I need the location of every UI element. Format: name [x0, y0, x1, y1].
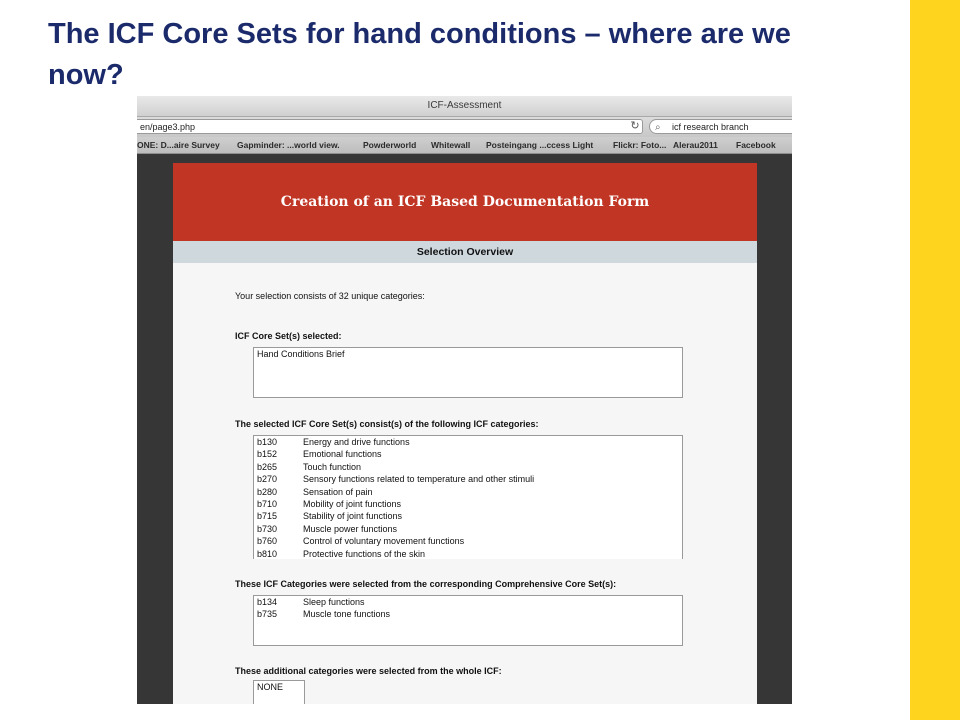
- bookmark-item[interactable]: Whitewall: [431, 140, 471, 150]
- list-item: [254, 498, 682, 510]
- additional-box[interactable]: [253, 680, 305, 704]
- category-name: Control of voluntary movement functions: [303, 536, 465, 547]
- list-item: [254, 548, 682, 559]
- category-name: Touch function: [303, 461, 362, 472]
- accent-bar: [910, 0, 960, 720]
- page-header: Creation of an ICF Based Documentation Form: [173, 163, 757, 241]
- category-name: Mobility of joint functions: [303, 498, 402, 509]
- window-title: ICF-Assessment: [137, 96, 792, 117]
- category-name: Muscle power functions: [303, 523, 398, 534]
- core-sets-label: ICF Core Set(s) selected:: [235, 331, 342, 341]
- category-code: b134: [257, 597, 278, 607]
- bookmark-item[interactable]: Facebook: [736, 140, 776, 150]
- category-name: Protective functions of the skin: [303, 548, 426, 559]
- comprehensive-label: These ICF Categories were selected from the corresponding Comprehensive Core Set(s):: [235, 579, 617, 589]
- category-name: Stability of joint functions: [303, 511, 403, 522]
- list-item: [254, 461, 682, 473]
- list-item: NONE: [257, 682, 284, 692]
- bookmark-item[interactable]: ONE: D...aire Survey: [137, 140, 220, 150]
- categories-box[interactable]: [253, 435, 683, 559]
- category-name: Emotional functions: [303, 449, 382, 460]
- category-code: b810: [257, 548, 278, 559]
- core-sets-box[interactable]: [253, 347, 683, 398]
- list-item: [254, 535, 682, 547]
- bookmark-item[interactable]: Gapminder: ...world view.: [237, 140, 340, 150]
- comprehensive-box[interactable]: [253, 595, 683, 646]
- web-page: [173, 163, 757, 704]
- category-code: b265: [257, 461, 278, 472]
- section-subheader: Selection Overview: [173, 241, 757, 263]
- category-code: b152: [257, 449, 278, 460]
- category-code: b710: [257, 498, 278, 509]
- category-code: b280: [257, 486, 278, 497]
- list-item: [254, 448, 682, 460]
- bookmark-item[interactable]: Alerau2011: [673, 140, 718, 150]
- search-field[interactable]: [649, 119, 792, 134]
- list-item: [254, 523, 682, 535]
- bookmarks-bar: [137, 137, 792, 154]
- address-bar: [137, 117, 792, 137]
- bookmark-item[interactable]: Posteingang ...ccess Light: [486, 140, 594, 150]
- list-item: [254, 510, 682, 522]
- list-item: [254, 473, 682, 485]
- search-query: icf research branch: [672, 122, 749, 132]
- category-name: Sensation of pain: [303, 486, 373, 497]
- list-item: [254, 608, 682, 620]
- category-code: b730: [257, 523, 278, 534]
- selection-summary: Your selection consists of 32 unique categories:: [235, 291, 425, 301]
- category-name: Energy and drive functions: [303, 437, 410, 447]
- category-code: b270: [257, 474, 278, 485]
- list-item: [254, 436, 682, 448]
- category-code: b715: [257, 511, 278, 522]
- category-code: b735: [257, 609, 278, 620]
- url-field[interactable]: en/page3.php: [137, 119, 643, 134]
- additional-label: These additional categories were selected from the whole ICF:: [235, 666, 502, 676]
- categories-label: The selected ICF Core Set(s) consist(s) of the following ICF categories:: [235, 419, 539, 429]
- category-name: Sleep functions: [303, 597, 365, 607]
- list-item: Hand Conditions Brief: [257, 349, 345, 359]
- category-name: Muscle tone functions: [303, 609, 391, 620]
- slide-title: The ICF Core Sets for hand conditions – where are we now?: [48, 18, 791, 91]
- category-code: b760: [257, 536, 278, 547]
- list-item: [254, 596, 682, 608]
- list-item: [254, 486, 682, 498]
- reload-icon[interactable]: ↻: [630, 120, 640, 132]
- category-name: Sensory functions related to temperature and other stimuli: [303, 474, 535, 485]
- category-code: b130: [257, 437, 278, 447]
- browser-window: [137, 96, 792, 704]
- bookmark-item[interactable]: Flickr: Foto...: [613, 140, 667, 150]
- bookmark-item[interactable]: Powderworld: [363, 140, 417, 150]
- search-icon: ⌕: [655, 122, 661, 133]
